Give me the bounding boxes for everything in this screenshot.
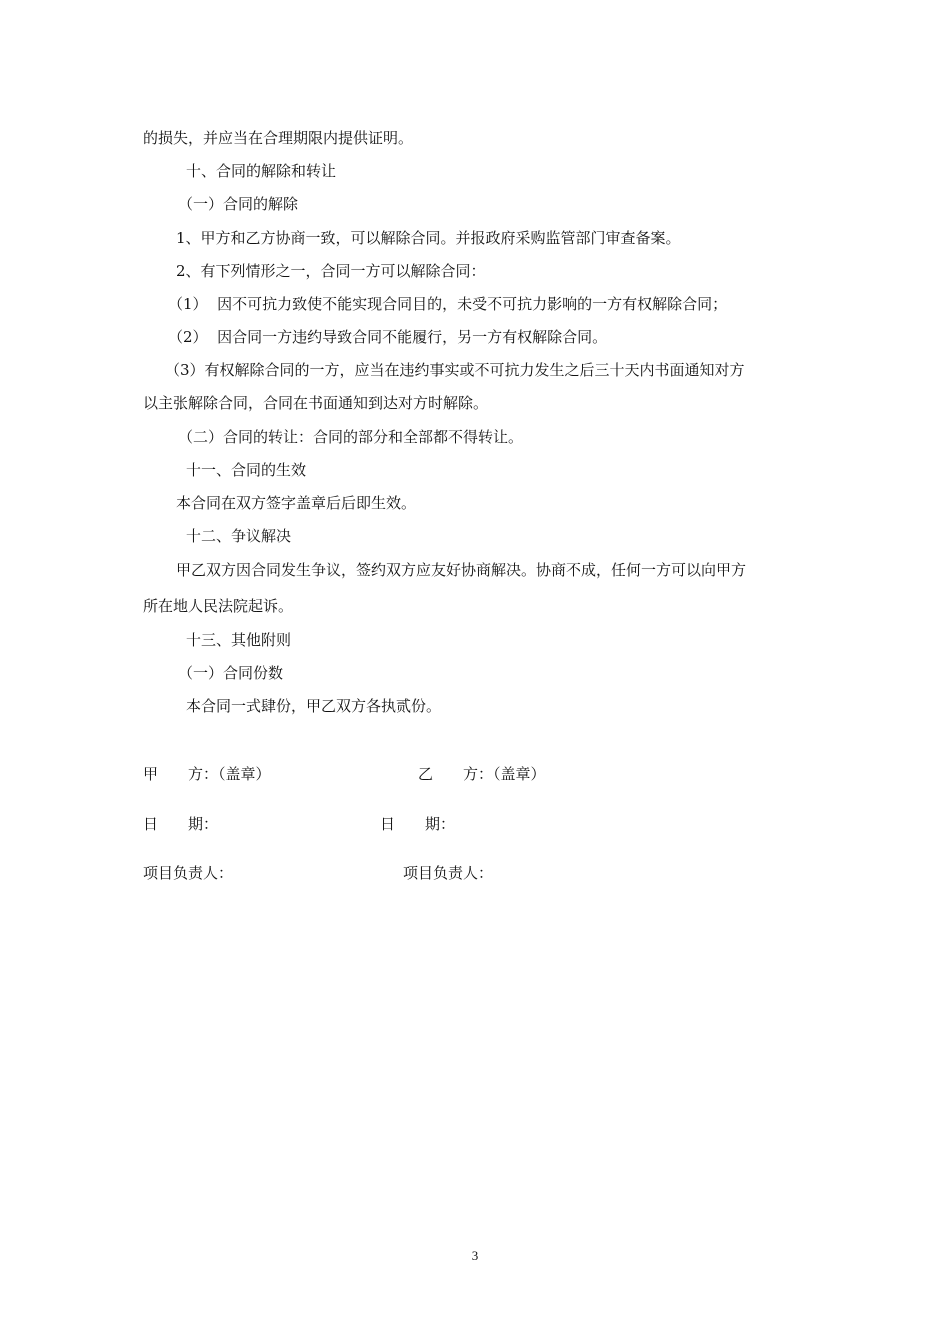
party-b-date-label: 日 期：: [380, 815, 456, 833]
section-10-sub1-heading: （一）合同的解除: [178, 195, 299, 213]
party-b-seal-label: 乙 方：（盖章）: [418, 765, 546, 783]
party-a-date-label: 日 期：: [143, 815, 219, 833]
section-12-heading: 十二、争议解决: [186, 527, 292, 545]
party-a-manager-label: 项目负责人：: [143, 864, 234, 882]
section-13-heading: 十三、其他附则: [186, 631, 292, 649]
section-10-clause-3-line-1: （3）有权解除合同的一方，应当在违约事实或不可抗力发生之后三十天内书面通知对方: [165, 361, 745, 379]
section-10-heading: 十、合同的解除和转让: [186, 162, 337, 180]
section-10-item-1: 1、甲方和乙方协商一致，可以解除合同。并报政府采购监管部门审查备案。: [176, 229, 681, 247]
continued-paragraph: 的损失，并应当在合理期限内提供证明。: [143, 129, 414, 147]
section-10-clause-2: （2） 因合同一方违约导致合同不能履行，另一方有权解除合同。: [168, 328, 608, 346]
section-10-sub2: （二）合同的转让：合同的部分和全部都不得转让。: [178, 428, 524, 446]
section-10-clause-1: （1） 因不可抗力致使不能实现合同目的，未受不可抗力影响的一方有权解除合同；: [168, 295, 728, 313]
section-13-body: 本合同一式肆份，甲乙双方各执贰份。: [186, 697, 442, 715]
section-10-item-2: 2、有下列情形之一，合同一方可以解除合同：: [176, 262, 486, 280]
party-a-seal-label: 甲 方：（盖章）: [143, 765, 271, 783]
section-11-heading: 十一、合同的生效: [186, 461, 307, 479]
section-11-body: 本合同在双方签字盖章后后即生效。: [176, 494, 417, 512]
section-12-body-line-2: 所在地人民法院起诉。: [143, 597, 294, 615]
section-10-clause-3-line-2: 以主张解除合同，合同在书面通知到达对方时解除。: [143, 394, 489, 412]
page-number: 3: [471, 1248, 479, 1263]
section-13-sub1-heading: （一）合同份数: [178, 664, 284, 682]
party-b-manager-label: 项目负责人：: [403, 864, 494, 882]
section-12-body-line-1: 甲乙双方因合同发生争议，签约双方应友好协商解决。协商不成，任何一方可以向甲方: [176, 561, 747, 579]
